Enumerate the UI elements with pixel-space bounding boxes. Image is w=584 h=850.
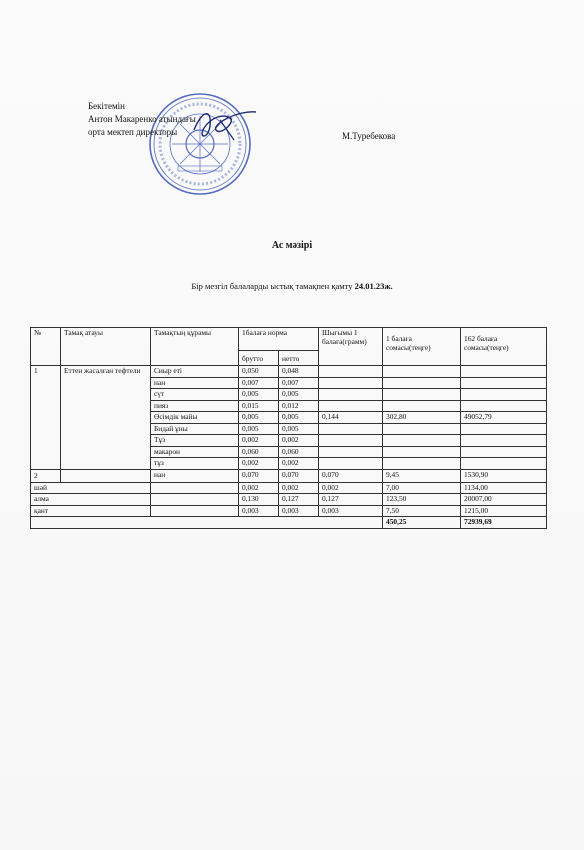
ingredient-name: пияз xyxy=(151,400,239,412)
dish-cost-total: 1215,00 xyxy=(461,505,547,517)
dish-number: 2 xyxy=(31,469,61,482)
empty-cell xyxy=(383,366,461,378)
empty-cell xyxy=(383,423,461,435)
empty-cell xyxy=(319,377,383,389)
ingredient-netto: 0,070 xyxy=(279,469,319,482)
empty-cell xyxy=(319,458,383,470)
header-cost-total: 162 балаға сомасы(теңге) xyxy=(461,328,547,366)
ingredient-name xyxy=(151,505,239,517)
table-row xyxy=(31,505,547,517)
empty-cell xyxy=(383,446,461,458)
ingredient-name xyxy=(151,494,239,506)
ingredient-brutto: 0,002 xyxy=(239,458,279,470)
empty-cell xyxy=(319,366,383,378)
dish-consumption: 0,144 xyxy=(319,412,383,424)
header-cost-one: 1 балаға сомасы(теңге) xyxy=(383,328,461,366)
table-header-row xyxy=(31,328,547,351)
ingredient-name: Тұз xyxy=(151,435,239,447)
ingredient-netto: 0,002 xyxy=(279,435,319,447)
dish-name: шәй xyxy=(31,482,151,494)
ingredient-netto: 0,007 xyxy=(279,377,319,389)
ingredient-netto: 0,005 xyxy=(279,412,319,424)
total-cost-one: 450,25 xyxy=(383,517,461,529)
ingredient-name: нан xyxy=(151,377,239,389)
header-no: № xyxy=(31,328,61,366)
empty-cell xyxy=(383,435,461,447)
dish-consumption: 0,003 xyxy=(319,505,383,517)
header-netto: нетто xyxy=(279,351,319,366)
ingredient-netto: 0,012 xyxy=(279,400,319,412)
dish-cost-total: 20007,00 xyxy=(461,494,547,506)
dish-cost-one: 9,45 xyxy=(383,469,461,482)
signature-mark xyxy=(190,100,260,146)
ingredient-brutto: 0,130 xyxy=(239,494,279,506)
ingredient-brutto: 0,070 xyxy=(239,469,279,482)
approval-line: Бекітемін xyxy=(88,101,125,111)
subtitle-text: Бір мезгіл балаларды ыстық тамақпен қамту xyxy=(191,281,355,291)
dish-cost-total: 1134,00 xyxy=(461,482,547,494)
dish-cost-one: 7,00 xyxy=(383,482,461,494)
ingredient-brutto: 0,002 xyxy=(239,482,279,494)
empty-cell xyxy=(383,389,461,401)
dish-name: қант xyxy=(31,505,151,517)
ingredient-brutto: 0,005 xyxy=(239,389,279,401)
dish-number: 1 xyxy=(31,366,61,470)
ingredient-netto: 0,002 xyxy=(279,482,319,494)
ingredient-name: Бидай ұны xyxy=(151,423,239,435)
empty-cell xyxy=(461,458,547,470)
ingredient-brutto: 0,003 xyxy=(239,505,279,517)
ingredient-netto: 0,127 xyxy=(279,494,319,506)
dish-cost-one: 302,80 xyxy=(383,412,461,424)
header-dish: Тамақ атауы xyxy=(61,328,151,366)
ingredient-name: Сиыр еті xyxy=(151,366,239,378)
approval-line: орта мектеп директоры xyxy=(88,127,178,137)
empty-cell xyxy=(319,389,383,401)
empty-cell xyxy=(461,377,547,389)
dish-name xyxy=(61,469,151,482)
subtitle-date: 24.01.23ж. xyxy=(354,281,393,291)
ingredient-name: сүт xyxy=(151,389,239,401)
ingredient-name: нан xyxy=(151,469,239,482)
table-row xyxy=(31,494,547,506)
ingredient-netto: 0,060 xyxy=(279,446,319,458)
empty-cell xyxy=(319,435,383,447)
table-row xyxy=(31,366,547,378)
ingredient-brutto: 0,005 xyxy=(239,412,279,424)
ingredient-brutto: 0,007 xyxy=(239,377,279,389)
header-brutto: брутто xyxy=(239,351,279,366)
empty-cell xyxy=(383,400,461,412)
dish-cost-total: 1530,90 xyxy=(461,469,547,482)
ingredient-netto: 0,048 xyxy=(279,366,319,378)
totals-row xyxy=(31,517,547,529)
header-consumption: Шығымы 1 балаға(грамм) xyxy=(319,328,383,366)
table-row xyxy=(31,482,547,494)
empty-cell xyxy=(461,389,547,401)
document-title: Ас мәзірі xyxy=(271,240,313,251)
header-composition: Тамақтың құрамы xyxy=(151,328,239,366)
ingredient-netto: 0,003 xyxy=(279,505,319,517)
approval-block xyxy=(88,100,196,139)
ingredient-netto: 0,005 xyxy=(279,389,319,401)
ingredient-brutto: 0,050 xyxy=(239,366,279,378)
ingredient-brutto: 0,002 xyxy=(239,435,279,447)
dish-consumption: 0,070 xyxy=(319,469,383,482)
menu-table xyxy=(30,327,547,529)
ingredient-name: Өсімдік майы xyxy=(151,412,239,424)
dish-cost-one: 123,50 xyxy=(383,494,461,506)
empty-cell xyxy=(383,377,461,389)
empty-cell xyxy=(383,458,461,470)
empty-cell xyxy=(319,423,383,435)
empty-cell xyxy=(31,517,383,529)
empty-cell xyxy=(461,366,547,378)
document-subtitle xyxy=(0,281,584,291)
ingredient-name: тұз xyxy=(151,458,239,470)
total-cost-total: 72939,69 xyxy=(461,517,547,529)
approval-line: Антон Макаренко атындағы xyxy=(88,114,196,124)
ingredient-brutto: 0,060 xyxy=(239,446,279,458)
ingredient-brutto: 0,005 xyxy=(239,423,279,435)
empty-cell xyxy=(461,400,547,412)
empty-cell xyxy=(461,423,547,435)
table-row xyxy=(31,469,547,482)
dish-name: Еттен жасалған тефтели xyxy=(61,366,151,470)
ingredient-netto: 0,005 xyxy=(279,423,319,435)
dish-name: алма xyxy=(31,494,151,506)
ingredient-brutto: 0,015 xyxy=(239,400,279,412)
dish-consumption: 0,127 xyxy=(319,494,383,506)
header-norm: 1балаға норма xyxy=(239,328,319,351)
empty-cell xyxy=(461,446,547,458)
dish-cost-one: 7,50 xyxy=(383,505,461,517)
dish-cost-total: 49052,79 xyxy=(461,412,547,424)
ingredient-name xyxy=(151,482,239,494)
ingredient-name: макарон xyxy=(151,446,239,458)
ingredient-netto: 0,002 xyxy=(279,458,319,470)
dish-consumption: 0,002 xyxy=(319,482,383,494)
empty-cell xyxy=(461,435,547,447)
director-name: М.Туребекова xyxy=(342,131,396,141)
empty-cell xyxy=(319,446,383,458)
empty-cell xyxy=(319,400,383,412)
